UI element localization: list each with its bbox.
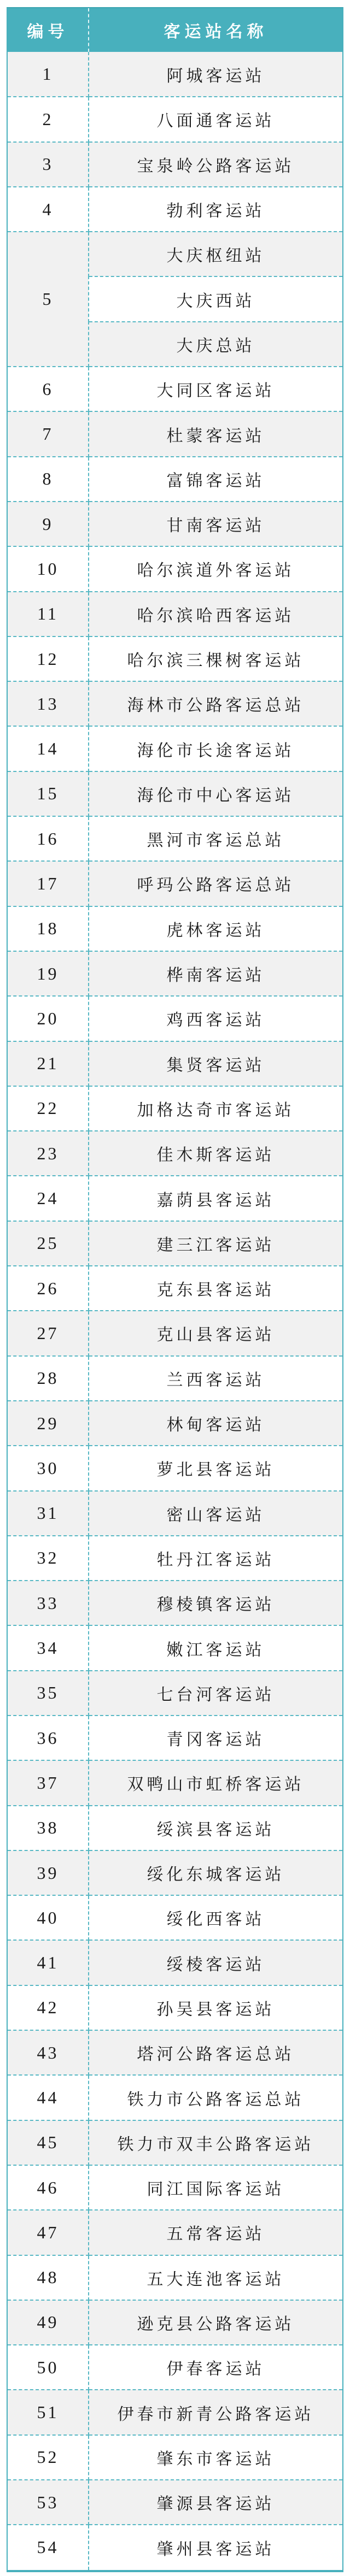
table-row	[8, 97, 342, 142]
row-number-cell: 48	[8, 2255, 89, 2300]
table-row	[8, 2210, 342, 2255]
station-table	[8, 8, 342, 2570]
table-row	[8, 1356, 342, 1401]
table-row	[8, 1716, 342, 1760]
row-number-cell: 41	[8, 1940, 89, 1985]
table-row	[8, 2075, 342, 2120]
table-row	[8, 232, 342, 276]
table-header	[8, 8, 342, 52]
table-row	[8, 52, 342, 97]
table-row	[8, 457, 342, 502]
row-number-cell: 51	[8, 2390, 89, 2434]
row-number-cell: 37	[8, 1760, 89, 1805]
table-row	[8, 951, 342, 996]
station-name-cell: 嫩江客运站	[89, 1625, 342, 1670]
table-row	[8, 1536, 342, 1581]
table-row	[8, 1895, 342, 1940]
row-number-cell: 6	[8, 367, 89, 411]
row-number-cell: 33	[8, 1581, 89, 1625]
table-row	[8, 2030, 342, 2075]
station-name-cell: 建三江客运站	[89, 1221, 342, 1266]
table-row	[8, 546, 342, 591]
station-name-cell: 逊克县公路客运站	[89, 2300, 342, 2345]
table-row	[8, 1446, 342, 1490]
row-number-cell: 30	[8, 1446, 89, 1490]
station-name-cell: 克山县客运站	[89, 1311, 342, 1355]
row-number-cell: 16	[8, 816, 89, 861]
row-number-cell: 45	[8, 2120, 89, 2165]
row-number-cell: 13	[8, 681, 89, 726]
table-row	[8, 906, 342, 951]
row-number-cell: 27	[8, 1311, 89, 1355]
table-row	[8, 771, 342, 816]
table-row	[8, 1266, 342, 1311]
station-name-cell: 哈尔滨哈西客运站	[89, 592, 342, 636]
row-number-cell: 52	[8, 2435, 89, 2480]
station-name-cell: 嘉荫县客运站	[89, 1176, 342, 1221]
station-name-cell: 哈尔滨道外客运站	[89, 546, 342, 591]
row-number-cell: 44	[8, 2075, 89, 2120]
table-row	[8, 1985, 342, 2030]
station-name-cell: 密山客运站	[89, 1491, 342, 1536]
station-name-cell: 兰西客运站	[89, 1356, 342, 1401]
station-name-cell: 穆棱镇客运站	[89, 1581, 342, 1625]
row-number-cell: 5	[8, 232, 89, 367]
row-number-cell: 53	[8, 2480, 89, 2525]
row-number-cell: 32	[8, 1536, 89, 1581]
row-number-cell: 46	[8, 2165, 89, 2210]
station-name-cell: 伊春市新青公路客运站	[89, 2390, 342, 2434]
row-number-cell: 19	[8, 951, 89, 996]
row-number-cell: 8	[8, 457, 89, 502]
row-number-cell: 4	[8, 187, 89, 232]
station-name-cell: 青冈客运站	[89, 1716, 342, 1760]
table-row	[8, 681, 342, 726]
station-name-cell: 克东县客运站	[89, 1266, 342, 1311]
station-name-cell: 哈尔滨三棵树客运站	[89, 636, 342, 681]
station-name-cell: 佳木斯客运站	[89, 1131, 342, 1176]
row-number-cell: 40	[8, 1895, 89, 1940]
table-row	[8, 2255, 342, 2300]
table-row	[8, 187, 342, 232]
station-name-cell: 呼玛公路客运总站	[89, 861, 342, 906]
row-number-cell: 34	[8, 1625, 89, 1670]
table-row	[8, 1311, 342, 1355]
station-name-cell: 塔河公路客运总站	[89, 2030, 342, 2075]
row-number-cell: 50	[8, 2345, 89, 2390]
station-name-cell: 八面通客运站	[89, 97, 342, 142]
station-name-cell: 海伦市中心客运站	[89, 771, 342, 816]
table-row	[8, 2120, 342, 2165]
station-name-cell: 林甸客运站	[89, 1401, 342, 1446]
table-row	[8, 996, 342, 1041]
table-row	[8, 1221, 342, 1266]
row-number-cell: 24	[8, 1176, 89, 1221]
table-row	[8, 1176, 342, 1221]
station-name-cell: 绥棱客运站	[89, 1940, 342, 1985]
row-number-cell: 1	[8, 52, 89, 97]
row-number-cell: 14	[8, 726, 89, 771]
station-name-cell: 伊春客运站	[89, 2345, 342, 2390]
row-number-cell: 11	[8, 592, 89, 636]
column-header-station-name: 客运站名称	[89, 8, 342, 52]
station-name-cell: 富锦客运站	[89, 457, 342, 502]
station-name-cell: 绥化东城客运站	[89, 1850, 342, 1895]
row-number-cell: 10	[8, 546, 89, 591]
station-name-cell: 宝泉岭公路客运站	[89, 142, 342, 187]
table-row	[8, 816, 342, 861]
table-row	[8, 1086, 342, 1131]
station-name-cell: 绥滨县客运站	[89, 1806, 342, 1850]
table-row	[8, 1041, 342, 1086]
station-name-cell: 勃利客运站	[89, 187, 342, 232]
row-number-cell: 47	[8, 2210, 89, 2255]
row-number-cell: 49	[8, 2300, 89, 2345]
row-number-cell: 28	[8, 1356, 89, 1401]
row-number-cell: 17	[8, 861, 89, 906]
station-name-cell: 阿城客运站	[89, 52, 342, 97]
station-name-cell: 肇州县客运站	[89, 2525, 342, 2569]
station-name-cell: 双鸭山市虹桥客运站	[89, 1760, 342, 1805]
station-name-cell: 铁力市双丰公路客运站	[89, 2120, 342, 2165]
row-number-cell: 29	[8, 1401, 89, 1446]
station-name-cell: 七台河客运站	[89, 1671, 342, 1716]
station-name-cell: 绥化西客站	[89, 1895, 342, 1940]
row-number-cell: 12	[8, 636, 89, 681]
row-number-cell: 7	[8, 411, 89, 456]
row-number-cell: 3	[8, 142, 89, 187]
station-name-cell: 海林市公路客运总站	[89, 681, 342, 726]
table-row	[8, 1671, 342, 1716]
row-number-cell: 36	[8, 1716, 89, 1760]
row-number-cell: 21	[8, 1041, 89, 1086]
station-name-cell: 牡丹江客运站	[89, 1536, 342, 1581]
station-name-cell: 集贤客运站	[89, 1041, 342, 1086]
table-row	[8, 502, 342, 546]
station-name-cell: 铁力市公路客运总站	[89, 2075, 342, 2120]
station-name-cell: 虎林客运站	[89, 906, 342, 951]
column-header-number: 编号	[8, 8, 89, 52]
station-name-cell: 加格达奇市客运站	[89, 1086, 342, 1131]
table-body	[8, 52, 342, 2570]
table-row	[8, 726, 342, 771]
table-row	[8, 592, 342, 636]
station-name-cell: 甘南客运站	[89, 502, 342, 546]
station-name-cell: 大庆西站	[89, 276, 342, 321]
table-row	[8, 1131, 342, 1176]
station-name-cell: 孙吴县客运站	[89, 1985, 342, 2030]
table-row	[8, 636, 342, 681]
table-row	[8, 2525, 342, 2569]
table-row	[8, 1625, 342, 1670]
station-name-cell: 黑河市客运总站	[89, 816, 342, 861]
header-row	[8, 8, 342, 52]
table-row	[8, 2390, 342, 2434]
table-row	[8, 411, 342, 456]
station-name-cell: 五大连池客运站	[89, 2255, 342, 2300]
row-number-cell: 22	[8, 1086, 89, 1131]
station-table-container	[7, 7, 343, 2572]
station-name-cell: 海伦市长途客运站	[89, 726, 342, 771]
row-number-cell: 26	[8, 1266, 89, 1311]
table-row	[8, 142, 342, 187]
station-name-cell: 大同区客运站	[89, 367, 342, 411]
table-row	[8, 1806, 342, 1850]
row-number-cell: 9	[8, 502, 89, 546]
station-name-cell: 大庆总站	[89, 322, 342, 367]
table-row	[8, 2300, 342, 2345]
table-row	[8, 2435, 342, 2480]
station-name-cell: 萝北县客运站	[89, 1446, 342, 1490]
row-number-cell: 23	[8, 1131, 89, 1176]
table-row	[8, 861, 342, 906]
station-name-cell: 同江国际客运站	[89, 2165, 342, 2210]
station-name-cell: 桦南客运站	[89, 951, 342, 996]
table-row	[8, 1940, 342, 1985]
table-row	[8, 2480, 342, 2525]
station-name-cell: 肇源县客运站	[89, 2480, 342, 2525]
table-row	[8, 1850, 342, 1895]
row-number-cell: 18	[8, 906, 89, 951]
table-row	[8, 1401, 342, 1446]
table-row	[8, 2165, 342, 2210]
row-number-cell: 42	[8, 1985, 89, 2030]
station-name-cell: 大庆枢纽站	[89, 232, 342, 276]
row-number-cell: 35	[8, 1671, 89, 1716]
table-row	[8, 1491, 342, 1536]
table-row	[8, 367, 342, 411]
row-number-cell: 54	[8, 2525, 89, 2569]
row-number-cell: 31	[8, 1491, 89, 1536]
row-number-cell: 20	[8, 996, 89, 1041]
table-row	[8, 2345, 342, 2390]
station-name-cell: 肇东市客运站	[89, 2435, 342, 2480]
row-number-cell: 43	[8, 2030, 89, 2075]
row-number-cell: 38	[8, 1806, 89, 1850]
station-name-cell: 五常客运站	[89, 2210, 342, 2255]
table-row	[8, 1581, 342, 1625]
row-number-cell: 39	[8, 1850, 89, 1895]
row-number-cell: 15	[8, 771, 89, 816]
row-number-cell: 25	[8, 1221, 89, 1266]
station-name-cell: 鸡西客运站	[89, 996, 342, 1041]
row-number-cell: 2	[8, 97, 89, 142]
station-name-cell: 杜蒙客运站	[89, 411, 342, 456]
table-row	[8, 1760, 342, 1805]
